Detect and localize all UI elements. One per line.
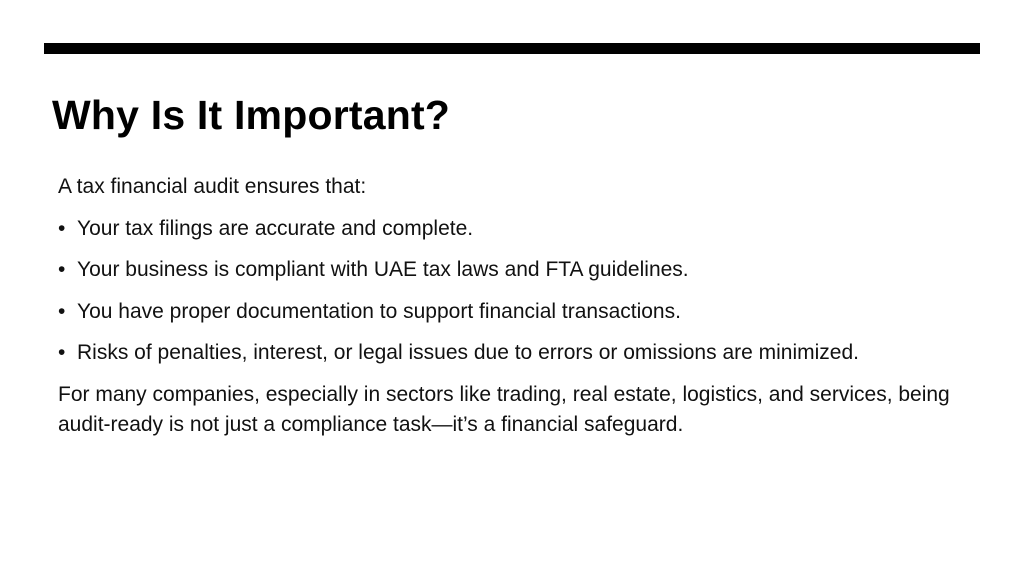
bullet-item bbox=[58, 255, 988, 286]
closing-text: For many companies, especially in sectors like trading, real estate, logistics, and services, being audit-ready is not just a compliance task—it’s a financial safeguard. bbox=[58, 382, 950, 436]
bullet-dot: • bbox=[58, 258, 66, 281]
bullet-text: Your tax filings are accurate and complete. bbox=[77, 216, 474, 240]
bullet-dot: • bbox=[58, 299, 66, 323]
bullet-text: You have proper documentation to support financial transactions. bbox=[77, 299, 681, 323]
bullet-dot: • bbox=[58, 341, 66, 364]
bullet-item bbox=[58, 338, 988, 369]
bullet-item bbox=[58, 297, 988, 328]
bullet-text: Your business is compliant with UAE tax laws and FTA guidelines. bbox=[77, 258, 689, 281]
bullet-text: Risks of penalties, interest, or legal issues due to errors or omissions are minimized. bbox=[77, 341, 859, 364]
bullet-list bbox=[58, 214, 988, 369]
bullet-dot: • bbox=[58, 216, 66, 240]
intro-text: A tax financial audit ensures that: bbox=[58, 175, 367, 198]
top-rule-divider bbox=[44, 43, 980, 54]
bullet-item bbox=[58, 214, 988, 245]
slide-title: Why Is It Important? bbox=[52, 92, 451, 138]
slide-body bbox=[58, 172, 988, 452]
